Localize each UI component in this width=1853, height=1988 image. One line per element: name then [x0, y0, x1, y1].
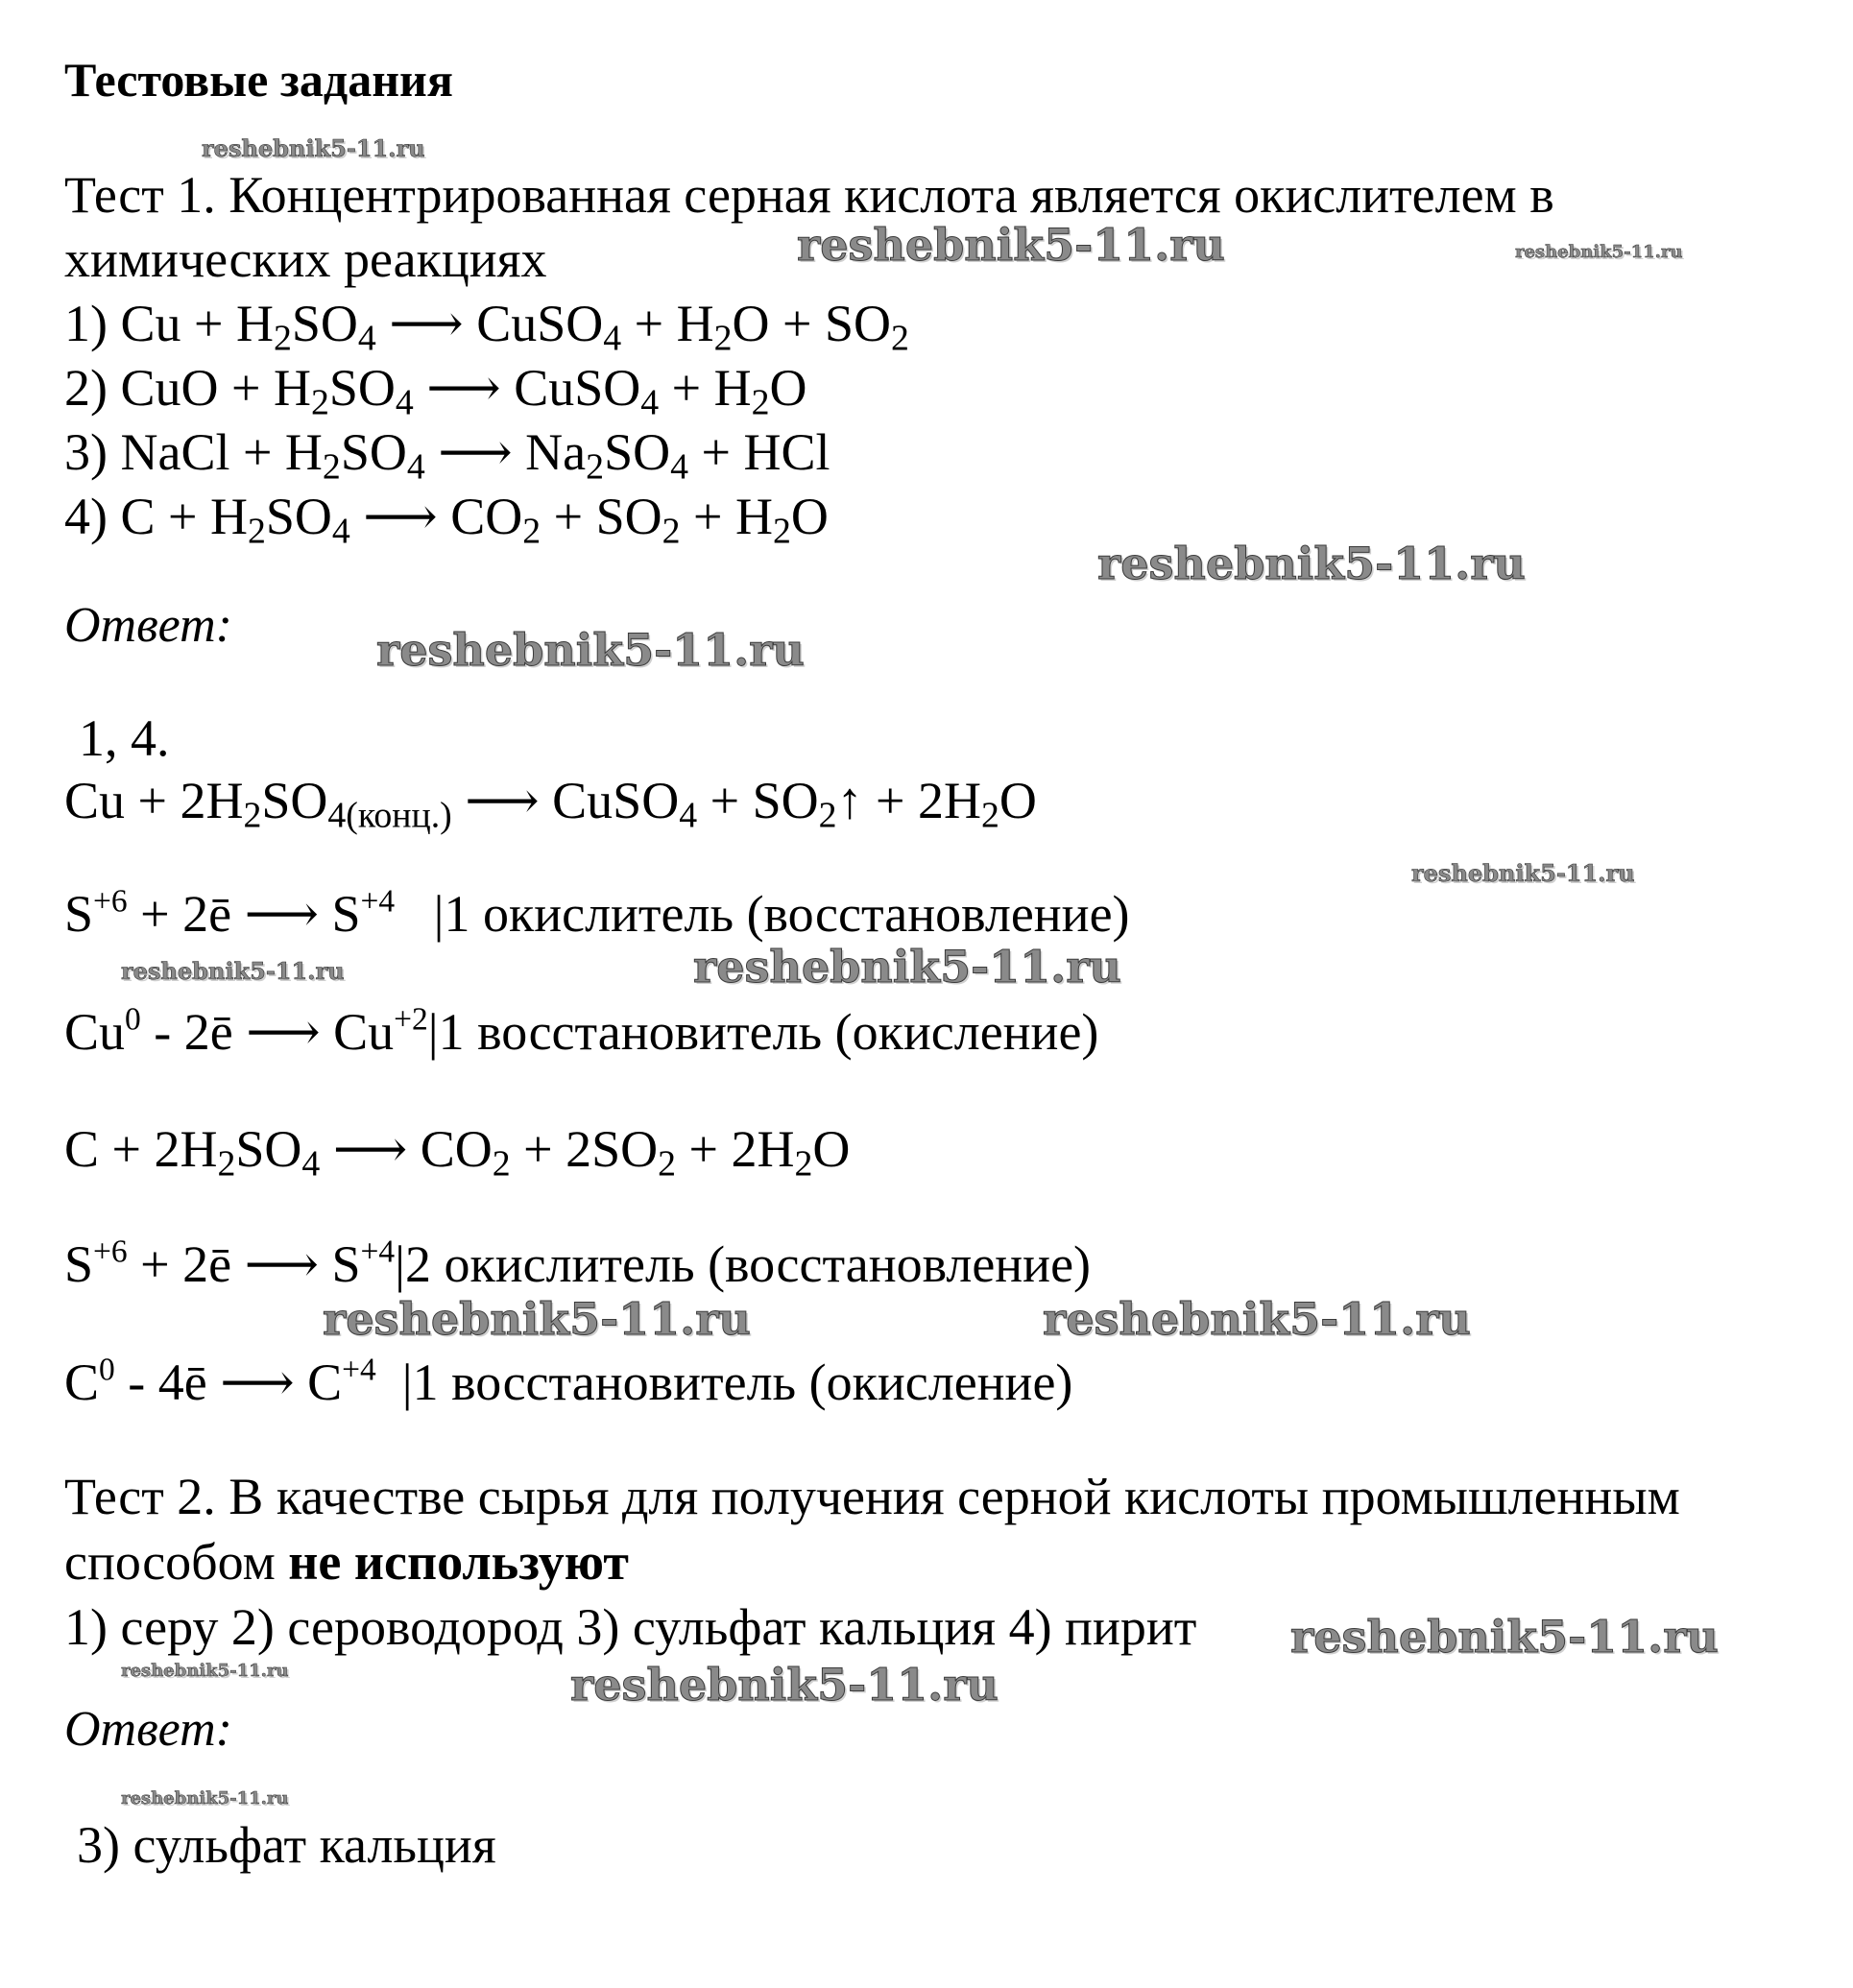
watermark: reshebnik5-11.ru — [1097, 538, 1526, 589]
test2-question-line1: Тест 2. В качестве сырья для получения серной кислоты промышленным — [64, 1468, 1680, 1525]
test2-options: 1) серу 2) сероводород 3) сульфат кальция 4) пирит — [64, 1598, 1197, 1656]
test1-option-4 — [64, 488, 829, 552]
coefficient: |1 — [401, 1353, 439, 1411]
watermark: reshebnik5-11.ru — [1411, 859, 1635, 887]
role-text: восстановитель (окисление) — [451, 1353, 1073, 1411]
half-reaction: $S^{+6}$ + 2ē ⟶ $S^{+4}$ — [64, 1234, 396, 1293]
option-number: 4) — [64, 488, 108, 545]
coefficient: |1 — [433, 885, 470, 943]
test2-question-line2 — [64, 1533, 629, 1591]
role-text: восстановитель (окисление) — [477, 1003, 1099, 1061]
test1-option-3 — [64, 423, 830, 488]
test1-balance-a2 — [64, 1001, 1099, 1061]
watermark: reshebnik5-11.ru — [797, 219, 1225, 271]
test1-reaction-b: $C + 2H_2SO_4$ ⟶ $CO_2 + 2SO_2 + 2H_2O$ — [64, 1120, 851, 1185]
option-reaction: $C + H_2SO_4$ ⟶ $CO_2 + SO_2 + H_2O$ — [120, 488, 829, 552]
test1-balance-b1 — [64, 1234, 1092, 1293]
half-reaction: Cu$^0$ - 2ē ⟶ $Cu^{+2}$ — [64, 1001, 428, 1061]
test1-question-line2: химических реакциях — [64, 230, 547, 288]
test1-question-line1: Тест 1. Концентрированная серная кислота является окислителем в — [64, 166, 1554, 224]
watermark: reshebnik5-11.ru — [121, 1788, 289, 1808]
test1-option-1 — [64, 295, 909, 359]
watermark: reshebnik5-11.ru — [1043, 1293, 1471, 1345]
watermark: reshebnik5-11.ru — [1515, 242, 1683, 262]
test2-answer-label: Ответ: — [64, 1702, 232, 1757]
watermark: reshebnik5-11.ru — [202, 134, 425, 162]
test1-balance-b2 — [64, 1352, 1073, 1411]
coefficient: |2 — [395, 1235, 431, 1293]
role-text: окислитель (восстановление) — [444, 1235, 1092, 1293]
watermark: reshebnik5-11.ru — [1290, 1611, 1719, 1663]
test2-answer-value: 3) сульфат кальция — [77, 1816, 496, 1874]
watermark: reshebnik5-11.ru — [323, 1293, 751, 1345]
watermark: reshebnik5-11.ru — [121, 1661, 289, 1681]
test1-answer-value: 1, 4. — [79, 709, 170, 767]
role-text: окислитель (восстановление) — [482, 885, 1130, 943]
page-heading: Тестовые задания — [64, 53, 453, 107]
test1-balance-a1 — [64, 883, 1130, 943]
half-reaction: $C^0$ - 4ē ⟶ $C^{+4}$ — [64, 1352, 376, 1411]
test1-option-2 — [64, 359, 807, 423]
test1-answer-label: Ответ: — [64, 598, 232, 653]
option-reaction: NaCl + $H_2SO_4$ ⟶ $Na_2SO_4$ + HCl — [120, 423, 830, 488]
question-emphasis: не используют — [288, 1533, 629, 1591]
option-reaction: CuO + $H_2SO_4$ ⟶ CuSO$_4$ + $H_2O$ — [120, 359, 807, 423]
watermark: reshebnik5-11.ru — [570, 1659, 999, 1711]
option-reaction: $Cu + H_2SO_4$ ⟶ CuSO$_4$ + $H_2O + SO_2$ — [120, 295, 909, 359]
option-number: 1) — [64, 295, 108, 352]
coefficient: |1 — [427, 1003, 465, 1061]
watermark: reshebnik5-11.ru — [121, 957, 345, 985]
question-text: способом — [64, 1533, 276, 1591]
watermark: reshebnik5-11.ru — [693, 941, 1121, 993]
watermark: reshebnik5-11.ru — [376, 624, 805, 676]
option-number: 2) — [64, 359, 108, 417]
half-reaction: $S^{+6}$ + 2ē ⟶ $S^{+4}$ — [64, 883, 396, 943]
option-number: 3) — [64, 423, 108, 481]
test1-reaction-a: $Cu + 2H_2SO_{4(конц.)}$ ⟶ CuSO$_4$ + $SO_2↑ + 2H_2O$ — [64, 772, 1037, 836]
